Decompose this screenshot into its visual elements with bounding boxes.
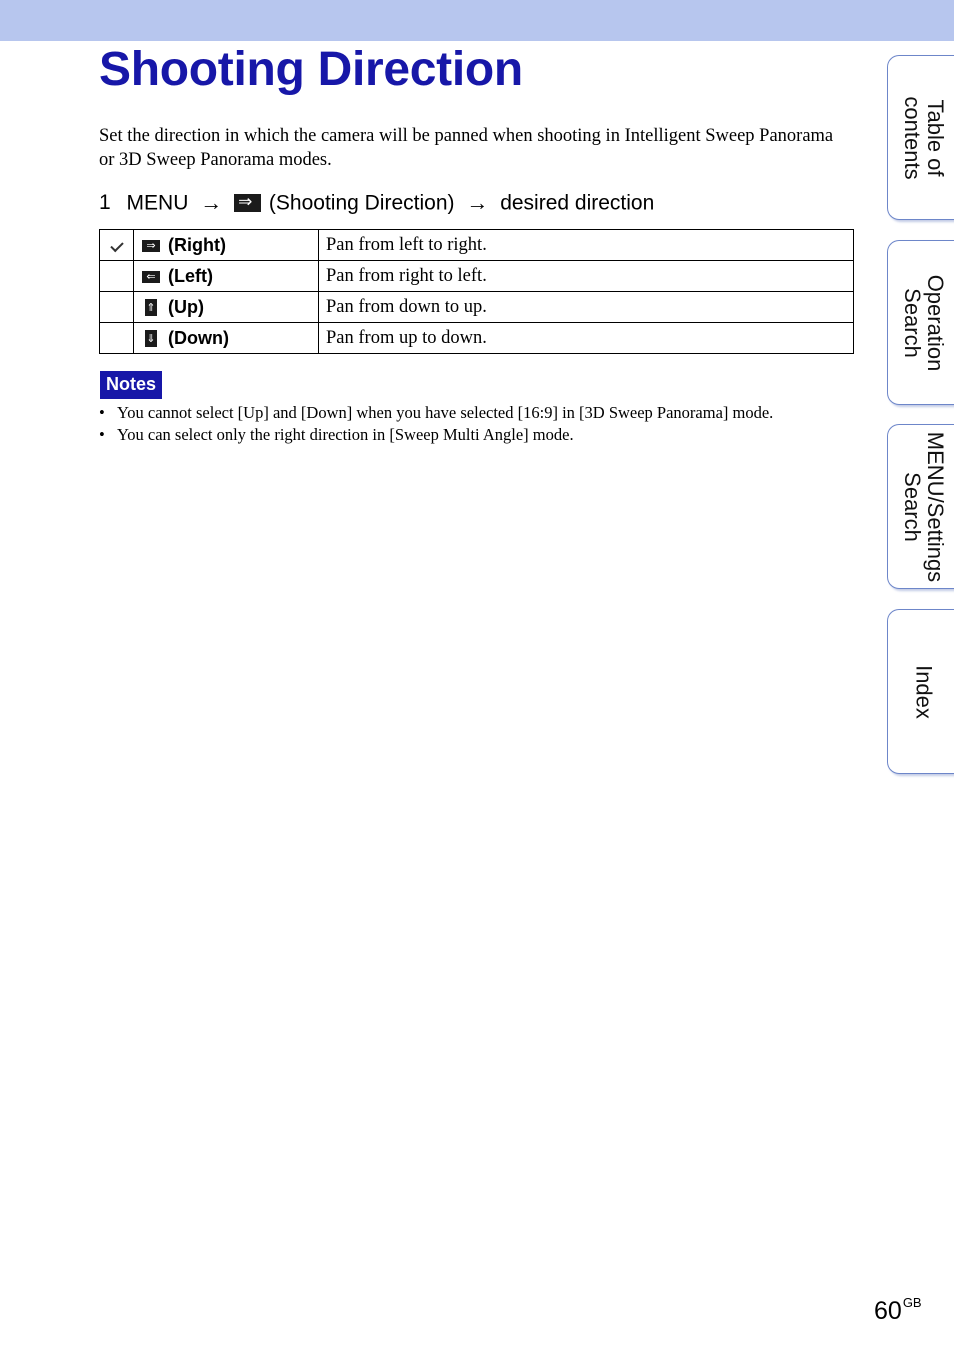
tab-label: Index (911, 664, 936, 719)
notes-list (99, 402, 773, 446)
option-name (134, 292, 319, 323)
option-name (134, 323, 319, 354)
table-row (100, 292, 854, 323)
table-row (100, 230, 854, 261)
pan-down-icon: ⇓ (146, 332, 156, 346)
menu-step (99, 189, 654, 217)
page-number-value: 60 (874, 1297, 902, 1325)
option-description: Pan from down to up. (319, 292, 854, 323)
intro-paragraph: Set the direction in which the camera will be panned when shooting in Intelligent Sweep Panorama or 3D Sweep Panorama modes. (99, 126, 834, 170)
list-item: • You cannot select [Up] and [Down] when you have selected [16:9] in [3D Sweep Panorama] mode. (99, 402, 773, 424)
option-label: (Down) (168, 327, 229, 348)
option-description: Pan from left to right. (319, 230, 854, 261)
option-description: Pan from up to down. (319, 323, 854, 354)
tab-label: Operation Search (899, 274, 948, 371)
header-band (0, 0, 954, 41)
tab-label: MENU/Settings Search (899, 431, 948, 582)
tab-operation-search[interactable] (887, 240, 954, 405)
page-number (874, 1287, 922, 1327)
table-row (100, 323, 854, 354)
table-row (100, 261, 854, 292)
tab-menu-settings-search[interactable] (887, 424, 954, 589)
shooting-direction-icon (234, 194, 261, 212)
tab-index[interactable] (887, 609, 954, 774)
option-label: (Up) (168, 296, 204, 317)
notes-heading: Notes (100, 371, 162, 399)
option-name (134, 261, 319, 292)
options-table (99, 229, 854, 354)
list-item: • You can select only the right direction in [Sweep Multi Angle] mode. (99, 424, 773, 446)
target-label: desired direction (500, 191, 655, 215)
default-marker (100, 230, 134, 261)
tab-label: Table of contents (899, 95, 948, 180)
arrow-icon: → (200, 190, 223, 216)
check-icon (110, 239, 123, 252)
pan-up-icon: ⇑ (146, 301, 156, 315)
default-marker (100, 261, 134, 292)
option-name (134, 230, 319, 261)
menu-item-label: (Shooting Direction) (268, 191, 455, 215)
arrow-icon: → (466, 190, 489, 216)
option-label: (Left) (168, 265, 213, 286)
option-description: Pan from right to left. (319, 261, 854, 292)
step-number: 1 (99, 191, 111, 215)
pan-right-icon: ⇒ (142, 240, 160, 252)
option-label: (Right) (168, 234, 226, 255)
menu-label: MENU (126, 191, 189, 215)
default-marker (100, 292, 134, 323)
pan-left-icon: ⇐ (142, 271, 160, 283)
default-marker (100, 323, 134, 354)
tab-table-of-contents[interactable] (887, 55, 954, 220)
page-number-suffix: GB (902, 1295, 922, 1310)
page-title: Shooting Direction (99, 43, 523, 96)
